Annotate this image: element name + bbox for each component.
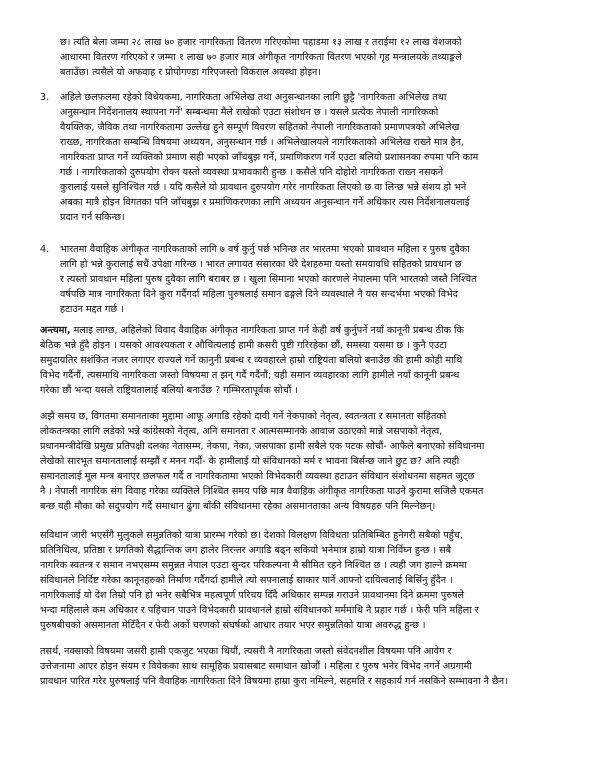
text-line: सविधान जारी भएसँगै मुलुकले समुन्नतिको यात्रा प्रारम्भ गरेको छ। देशको विलक्षण विविधता प्रतिबिम्बित हुनेगरी सबैको पहुँच, bbox=[40, 530, 463, 541]
text-line: छ। त्यति बेला जम्मा २८ लाख ७० हजार नागरिकता वितरण गरिएकोमा पहाडमा १३ लाख र तराईमा १२ लाख वंशजको bbox=[60, 37, 462, 48]
text-line: समुदायतिर सशंकित नजर लगाएर राज्यले गर्ने कानुनी प्रबन्ध र व्यवहारले हाम्रो राष्ट्रियता बलियो बनाउँछ की हामी कोही माथि bbox=[40, 355, 463, 366]
text-line: आधारमा वितरण गरिएको र जम्मा १ लाख ७० हजार मात्र अंगीकृत नागरिकता वितरण भएको गृह मन्त्रालयके तथ्याङ्कले bbox=[60, 52, 462, 63]
text-line: अहिले छलफलमा रहेको विधेयकमा, नागरिकता अभिलेख तथा अनुसन्धानका लागि छुट्टै 'नागरिकता अभिलेख तथा bbox=[60, 92, 447, 103]
text-line: लोकतन्त्रका लागि लडेको भन्ने कांग्रेसको नेतृत्व, अनि समानता र आत्मसम्मानके आवाज उठाएको मान्ने जसपाको नेतृत्व, bbox=[40, 426, 443, 437]
text-line: अनुसन्धान निर्देशनालय स्थापना गर्ने' सम्बन्धमा मैले राखेको एउटा संशोधन छ । यसले प्रत्येक नेपाली नागरिकको bbox=[60, 107, 439, 118]
text-span: मलाइ लाग्छ, अहिलेको विवाद वैवाहिक अंगीकृत नागरिकता प्राप्त गर्न केही वर्ष कुर्नुपर्ने नयाँ कानूनी प्रबन्ध ठीक कि bbox=[70, 325, 464, 336]
text-line: प्रतिनिधित्व, प्रतिष्ठा र प्रगतिको सैद्धान्तिक जग हालेर निरन्तर अगाडि बढ्न सकियो भनेमात्र हाम्रो यात्रा निर्विघ्न हुन्छ । सबै bbox=[40, 545, 452, 556]
text-line: भन्दा महिलाले कम अधिकार र पहिचान पाउने विभेदकारी प्रावधानले हाम्रो संविधानको मर्ममाथि नै प्रहार गर्छ । फेरी पनि महिला र bbox=[40, 605, 479, 616]
body-paragraph bbox=[40, 323, 565, 398]
text-line: बेठिक भन्ने हुँदै होइन । यसको आवश्यकता र औचित्यलाई हामी कसरी पुष्टी गरिरहेका छौं, समस्या यसमा छ । कुनै एउटा bbox=[40, 340, 447, 351]
text-line: विभेद गर्दैनौं, त्यसमाथि नागरिकता जस्तो विषयमा त झन् गर्दै गर्दैनौं; यही समान व्यवहारका लागि हामीले नयाँ कानूनी प्रबन्ध bbox=[40, 370, 460, 381]
text-line: प्रावधान पारित गरेर पुरुषलाई पनि वैवाहिक नागरिकता दिने विषयमा हाम्रा कुरा नमिल्ने, सहमति र सहकार्य गर्न नसकिने सम्भावना नै छैन। bbox=[40, 676, 508, 687]
text-line: नागरिक स्वतन्त्र र समान नभएसम्म समुन्नत नेपाल एउटा सुन्दर परिकल्पना मै सीमित रहने निश्चित छ । त्यही जग हाल्ने क्रममा bbox=[40, 560, 467, 571]
text-line: बताउँछ। त्यसैले यो अफवाह र प्रोपोगण्डा गरिएजस्तो विकराल अवस्था होइन। bbox=[60, 67, 321, 78]
paragraph-lead: अन्त्यमा, bbox=[40, 325, 71, 336]
text-line: अबका मात्रै होइन विगतका पनि जाँचबुझ र प्रमाणिकरणका लागि अध्ययन अनुसन्धान गर्ने अधिकार त्यस निर्देशनालयलाई bbox=[60, 197, 470, 208]
list-marker: 3. bbox=[40, 92, 50, 103]
list-marker: 4. bbox=[40, 244, 50, 255]
list-item bbox=[60, 90, 565, 225]
text-line: समानतालाई मूल मन्त्र बनाएर छलफल गर्दै त नागरिकतामा भएको विभेदकारी व्यवस्था हटाउन संविधान संशोधनमा सहमत जुट्छ bbox=[40, 471, 475, 482]
text-line: गरेका छौं भन्दा यसले राष्ट्रियतालाई बलियो बनाउँछ ? गम्भिरतापूर्वक सोचौं । bbox=[40, 385, 299, 396]
text-line: नागरिकलाई यो देश तिम्रो पनि हो भनेर सबैभित्र महत्वपूर्ण परिचय दिँदै अधिकार सम्पन्न गराउने प्रावधानमा दिने क्रममा पुरुषले bbox=[40, 590, 464, 601]
text-line: गर्छ । नागरिकताको दुरुपयोग रोक्न यस्तो व्यवस्था प्रभावकारी हुन्छ । कसैले पनि दोहोरो नागरिकता राख्न नसकने bbox=[60, 167, 444, 178]
text-line: संविधानले निर्दिष्ट गरेका कानूनहरुको निर्माण गर्दैगर्दा हामीले त्यो सपनालाई साकार पार्ने आफ्नो दायित्वलाई बिर्सिनु हुँदैन । bbox=[40, 575, 453, 586]
body-paragraph bbox=[40, 528, 565, 633]
text-line: अझै समय छ, विगतमा समानताका मुद्दामा आफू अगाडि रहेको दावी गर्ने नेकपाको नेतृत्व, स्वतन्त्रता र समानता सहितको bbox=[40, 411, 447, 422]
text-line: लेखेको सारभूत समानतालाई सम्झौं र मनन गर्दौं- के हामीलाई यो संविधानको मर्म र भावना बिर्सन्छ जाने छुट छ? अनि त्यही bbox=[40, 456, 460, 467]
text-line: वर्षपछि मात्र नागरिकता दिने कुरा गर्दैगर्दा महिला पुरुषलाई समान ढङ्गले दिने व्यवस्थाले नै यस सन्दर्भमा भएको विभेद bbox=[60, 289, 458, 300]
text-line: प्रधानमन्त्रीदेखि प्रमुख प्रतिपक्षी दलका नेतासम्म, नेकपा, नेका, जसपाका हामी सबैले एक पटक सोचौं- आफैले बनाएको संविधानमा bbox=[40, 441, 485, 452]
text-line: वैयक्तिक, जैविक तथा नागरिकतामा उल्लेख हुने सम्पूर्ण विवरण सहितको नेपाली नागरिकताको प्रमाणपत्रको अभिलेख bbox=[60, 122, 460, 133]
text-line bbox=[40, 323, 565, 338]
text-line: उत्तेजनामा आएर होइन संयम र विवेकका साथ सामूहिक प्रयासबाट समाधान खोजौं । महिला र पुरुष भनेर विभेद नगर्ने अग्रगामी bbox=[40, 661, 472, 672]
text-line: लागि हो भन्ने कुरालाई सधैं उपेक्षा गरिन्छ । भारत लगायत संसारका धेरै देशहरुमा यस्तो समयावधि सहितको प्रावधान छ bbox=[60, 259, 462, 270]
text-line: र त्यस्तो प्रावधान महिला पुरुष दुवैका लागि बराबर छ । खुला सिमाना भएको कारणले नेपालमा पनि भारतको जस्तै निश्चित bbox=[60, 274, 477, 285]
text-line: कुरालाई यसले सुनिश्चित गर्छ । यदि कसैले यो प्रावधान दुरुपयोग गरेर नागरिकता लिएको छ वा लिन्छ भन्ने संशय हो भने bbox=[60, 182, 467, 193]
text-line: प्रदान गर्न सकिन्छ। bbox=[60, 212, 125, 223]
text-line: पुरुषबीचको असमानता मेटिँदैन र फेरी अर्को चरणको संघर्षको आधार तयार भएर समुन्नतिको यात्रा अवरुद्ध हुन्छ । bbox=[40, 620, 426, 631]
continuation-paragraph bbox=[60, 35, 565, 83]
list-item bbox=[60, 242, 565, 317]
text-line: नै । नेपाली नागरिक संग विवाह गरेका व्यक्तिले निश्चित समय पछि मात्र वैवाहिक अंगीकृत नागरिकता पाउने कुरामा सजिलै एकमत bbox=[40, 486, 484, 497]
body-paragraph bbox=[40, 644, 565, 689]
text-line: राख्छ, नागरिकता सम्बन्धि विषयमा अध्ययन, अनुसन्धान गर्छ । अभिलेखालयले नागरिकताको अभिलेख राख्ने मात्र हैन, bbox=[60, 137, 465, 148]
body-paragraph bbox=[40, 409, 565, 514]
text-line: तसर्थ, नक्साको विषयमा जसरी हामी एकजुट भएका थियौं, त्यसरी नै नागरिकता जस्तो संवेदनशील विषयमा पनि आवेग र bbox=[40, 646, 452, 657]
text-line: बन्छ यही मौका को सदुपयोग गर्दै समाधान ढुंगा बाँकी संविधानमा रहेका असमानताका अन्य विषयहरु पनि मिल्नेछन्। bbox=[40, 501, 436, 512]
text-line: नागरिकता प्राप्त गर्ने व्यक्तिको प्रमाण सही भएको जाँचबुझ गर्ने, प्रमाणिकरण गर्ने एउटा बलियो प्रशासनका रुपमा पनि काम bbox=[60, 152, 479, 163]
text-line: भारतमा वैवाहिक अंगीकृत नागरिकताको लागि ७ वर्ष कुर्नु पर्छ भनिन्छ तर भारतमा भएको प्रावधान महिला र पुरुष दुवैका bbox=[60, 244, 470, 255]
text-line: हटाउन मद्दत गर्छ । bbox=[60, 304, 124, 315]
